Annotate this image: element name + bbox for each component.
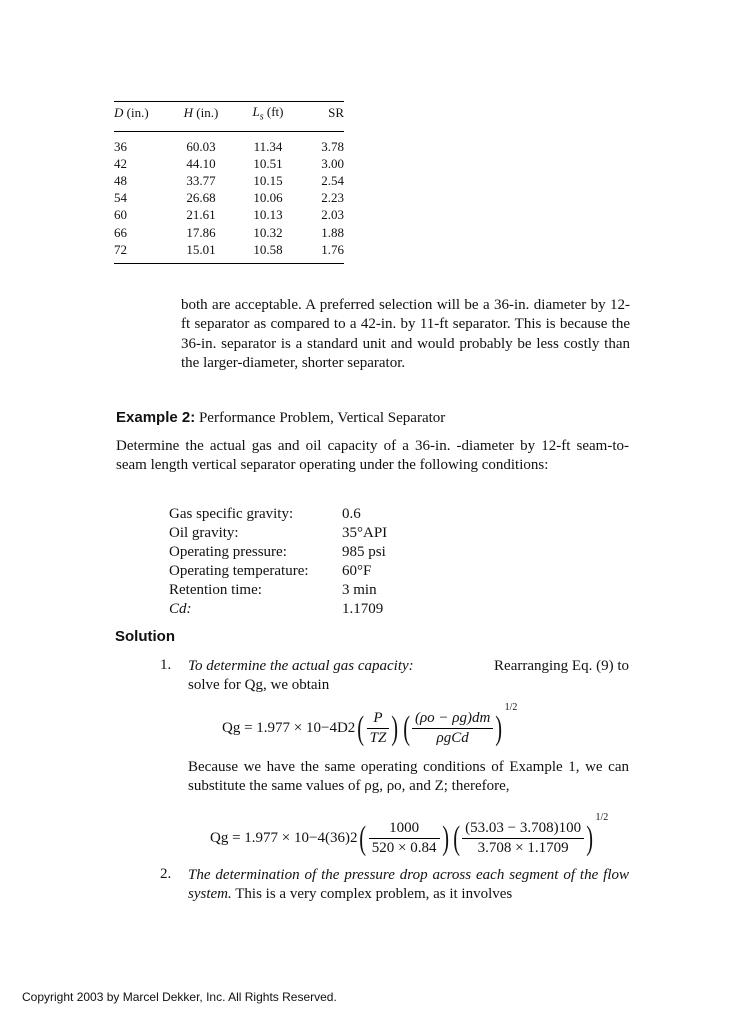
condition-label: Oil gravity: [169, 525, 239, 541]
table-row [114, 131, 344, 155]
table-cell: 3.78 [321, 138, 344, 154]
equation-1: Qg = 1.977 × 10−4D2( $\frac{P}{TZ}$ ) ( $\frac{(\rho o - \rho g)dm}{\text{ρgCd}}$ )$^{1/2}$ [222, 702, 518, 747]
table-row [114, 224, 344, 241]
table-cell: 44.10 [186, 155, 216, 171]
fraction-denominator: TZ [369, 730, 387, 747]
table-cell: 1.88 [321, 224, 344, 240]
column-header: D (in.) [114, 102, 166, 132]
table-row [114, 172, 344, 189]
solution-heading: Solution [115, 628, 175, 645]
fraction-numerator: 1000 [369, 820, 440, 839]
column-header: $L_s$ (ft) [236, 102, 300, 132]
step-1-text-b: solve for Qg, we obtain [188, 677, 330, 694]
step-2-body: This is a very complex problem, as it involves [235, 886, 513, 903]
table-cell: 10.13 [253, 207, 283, 223]
step-1-continuation: Because we have the same operating conditions of Example 1, we can substitute the same values of ρg, ρo, and Z; therefore, [188, 759, 629, 795]
table-cell: 36 [114, 138, 127, 154]
condition-label: Operating pressure: [169, 544, 287, 560]
condition-value: 35°API [342, 525, 388, 541]
condition-value: 0.6 [342, 506, 361, 522]
equation-2-prefix: Qg = 1.977 × 10−4(36)2 [210, 830, 358, 846]
table-cell: 2.54 [321, 173, 344, 188]
step-1-number: 1. [160, 657, 172, 673]
table-cell: 10.51 [253, 155, 283, 171]
condition-label: Cd: [169, 601, 192, 617]
table-cell: 1.76 [321, 241, 344, 257]
table-row [114, 189, 344, 206]
equation-1-fraction-2 [412, 710, 493, 747]
table-cell: 10.32 [253, 224, 283, 240]
step-2-number: 2. [160, 866, 172, 882]
equation-1-exponent: 1/2 [504, 702, 518, 713]
table-cell: 10.58 [253, 241, 283, 257]
table-cell: 21.61 [186, 207, 216, 223]
table-cell: 2.03 [321, 207, 344, 223]
fraction-denominator: 3.708 × 1.1709 [477, 840, 569, 857]
fraction-numerator: P [367, 710, 390, 729]
copyright-footer: Copyright 2003 by Marcel Dekker, Inc. All Rights Reserved. [22, 990, 337, 1004]
equation-2-fraction-2 [462, 820, 584, 857]
table-row [114, 155, 344, 172]
equation-2-exponent: 1/2 [595, 812, 609, 823]
table-cell: 3.00 [321, 155, 344, 171]
condition-value: 985 psi [342, 544, 386, 560]
table-cell: 11.34 [253, 138, 283, 154]
table-header-row [114, 102, 344, 132]
table-cell: 10.15 [253, 173, 283, 188]
table-row [114, 241, 344, 264]
example-label: Example 2: [116, 409, 196, 426]
table-cell: 72 [114, 241, 127, 257]
intro-paragraph: both are acceptable. A preferred selection will be a 36-in. diameter by 12-ft separator as compared to a 42-in. by 11-ft separator. This is because the 36-in. separator is a standard unit and would probably be less costly than the larger-diameter, shorter separator. [181, 297, 630, 371]
condition-value: 3 min [342, 582, 377, 598]
equation-2: Qg = 1.977 × 10−4(36)2( $\frac{1000}{520 \times 0.84}$ ) ( $\frac{(53.03 - 3.708)100}{3.708 \times 1.1709}$ )$^{1/2}$ [210, 812, 609, 857]
table-cell: 26.68 [186, 190, 216, 206]
condition-label: Gas specific gravity: [169, 506, 294, 522]
table-cell: 48 [114, 173, 127, 188]
column-header: H (in.) [166, 102, 236, 132]
table-body [114, 131, 344, 263]
step-1-text [188, 657, 629, 696]
table-cell: 17.86 [186, 224, 216, 240]
example-title: Performance Problem, Vertical Separator [198, 410, 446, 426]
condition-value: 1.1709 [342, 601, 384, 617]
fraction-denominator: 520 × 0.84 [371, 840, 437, 857]
table-cell: 60 [114, 207, 127, 223]
column-header: SR [300, 102, 344, 132]
fraction-numerator: (ρo − ρg)dm [412, 710, 493, 729]
step-1-text-a: Rearranging Eq. (9) to [494, 658, 629, 674]
step-2-lead: The determination of the pressure drop across each segment of the flow system. [188, 867, 629, 903]
conditions-list [169, 505, 429, 621]
fraction-numerator: (53.03 − 3.708)100 [462, 820, 584, 839]
separator-sizing-table [114, 101, 344, 264]
example-heading [116, 409, 445, 427]
table-row [114, 206, 344, 223]
table-cell: 10.06 [253, 190, 283, 206]
table-cell: 60.03 [186, 138, 216, 154]
condition-label: Retention time: [169, 582, 262, 598]
equation-2-fraction-1 [369, 820, 440, 857]
table-cell: 33.77 [186, 173, 216, 188]
step-1-lead: To determine the actual gas capacity: [188, 658, 414, 674]
condition-label: Operating temperature: [169, 563, 309, 579]
equation-1-fraction-1 [367, 710, 390, 747]
table-cell: 42 [114, 155, 127, 171]
fraction-denominator: ρgCd [436, 730, 469, 747]
table-cell: 15.01 [186, 241, 216, 257]
table-cell: 66 [114, 224, 127, 240]
equation-1-prefix: Qg = 1.977 × 10−4D2 [222, 720, 356, 736]
table-cell: 2.23 [321, 190, 344, 206]
condition-value: 60°F [342, 563, 372, 579]
step-2-text [188, 866, 629, 905]
table-cell: 54 [114, 190, 127, 206]
problem-statement: Determine the actual gas and oil capacity of a 36-in. -diameter by 12-ft seam-to-seam length vertical separator operating under the following conditions: [116, 438, 629, 474]
